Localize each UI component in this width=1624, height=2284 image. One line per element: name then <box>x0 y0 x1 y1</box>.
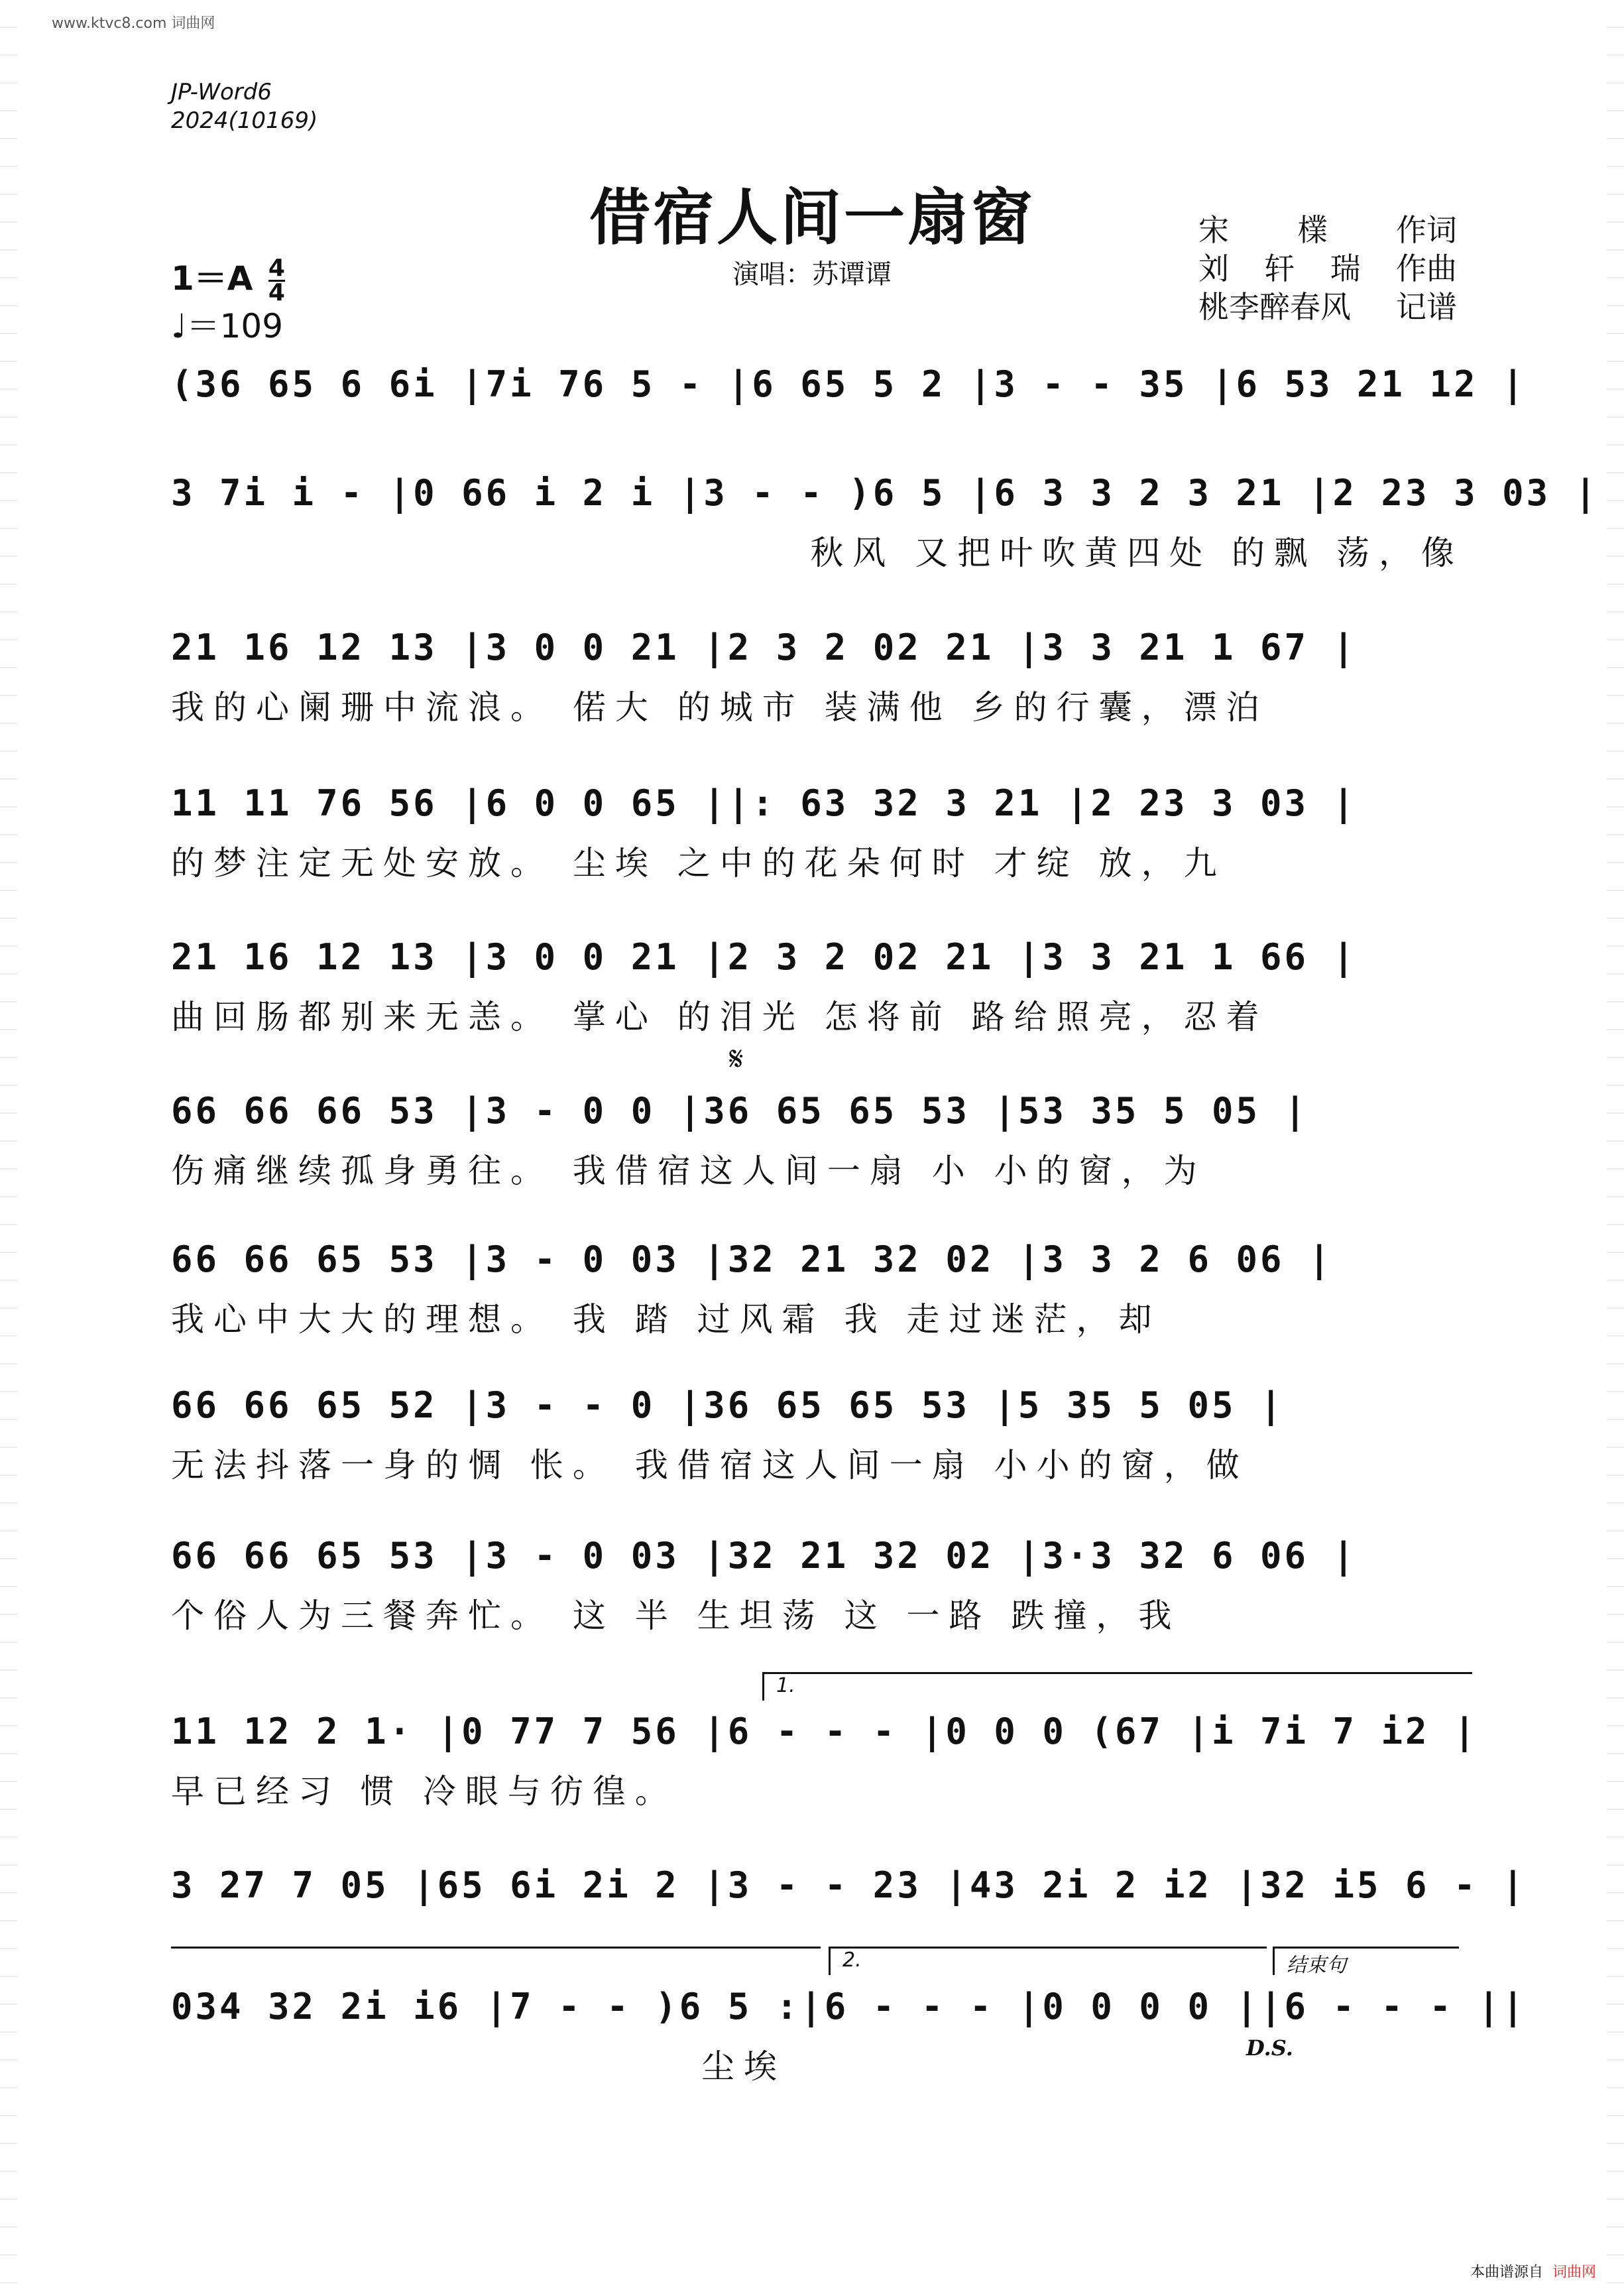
tempo-marking: ♩＝109 <box>171 307 284 345</box>
lyrics-line: 无法抖落一身的惆 怅。 我借宿这人间一扇 小小的窗，做 <box>171 1446 1249 1484</box>
time-signature: $\frac{4}{4}$ <box>268 255 285 306</box>
right-margin-strip <box>1607 0 1624 2284</box>
notation-line: 66 66 65 53 |3 - 0 03 |32 21 32 02 |3 3 2 6 06 | <box>171 1238 1333 1280</box>
notation-line: 66 66 65 53 |3 - 0 03 |32 21 32 02 |3·3 32 6 06 | <box>171 1535 1358 1577</box>
score-row-1 <box>171 363 1527 456</box>
lyrics-line: 我的心阑珊中流浪。 偌大 的城市 装满他 乡的行囊，漂泊 <box>171 688 1269 727</box>
score-row-6 <box>171 1090 1464 1196</box>
footer-source: 本曲谱源自 词曲网 <box>1470 2264 1597 2281</box>
lyrics-line: 尘埃 <box>701 2047 786 2086</box>
score-row-9 <box>171 1535 1464 1641</box>
score-row-3 <box>171 627 1464 733</box>
credits <box>1198 211 1457 326</box>
score-row-2 <box>171 472 1599 578</box>
software-version: 2024(10169) <box>171 107 318 134</box>
notation-line: 66 66 66 53 |3 - 0 0 |36 65 65 53 |53 35 5 05 | <box>171 1090 1309 1132</box>
singer: 演唱：苏谭谭 <box>732 259 892 290</box>
notation-line: (36 65 6 6i |7i 76 5 - |6 65 5 2 |3 - - 35 |6 53 21 12 | <box>171 363 1527 405</box>
lyrics-line: 秋风 又把叶吹黄四处 的飘 荡，像 <box>810 534 1464 572</box>
software-info <box>171 78 318 135</box>
volta-ending-phrase: 结束句 <box>1273 1947 1459 1975</box>
notation-line: 3 27 7 05 |65 6i 2i 2 |3 - - 23 |43 2i 2 i2 |32 i5 6 - | <box>171 1864 1527 1906</box>
notation-line: 3 7i i - |0 66 i 2 i |3 - - )6 5 |6 3 3 2 3 21 |2 23 3 03 | <box>171 472 1599 514</box>
left-margin-strip <box>0 0 17 2284</box>
transcriber-credit: 桃李醉春风 记谱 <box>1198 289 1457 325</box>
lyrics-line: 我心中大大的理想。 我 踏 过风霜 我 走过迷茫，却 <box>171 1300 1161 1339</box>
lyrics-line: 曲回肠都别来无恙。 掌心 的泪光 怎将前 路给照亮，忍着 <box>171 998 1269 1036</box>
notation-line: 034 32 2i i6 |7 - - )6 5 :|6 - - - |0 0 0 0 ||6 - - - || <box>171 1986 1527 2027</box>
composer-credit: 刘 轩 瑞 作曲 <box>1198 251 1457 286</box>
score-row-4 <box>171 782 1464 888</box>
lyrics-line: 伤痛继续孤身勇往。 我借宿这人间一扇 小 小的窗，为 <box>171 1152 1206 1190</box>
notation-line: 66 66 65 52 |3 - - 0 |36 65 65 53 |5 35 5 05 | <box>171 1384 1285 1426</box>
notation-line: 21 16 12 13 |3 0 0 21 |2 3 2 02 21 |3 3 21 1 66 | <box>171 936 1358 978</box>
score-row-11 <box>171 1864 1527 1944</box>
notation-line: 11 11 76 56 |6 0 0 65 ||: 63 32 3 21 |2 23 3 03 | <box>171 782 1358 824</box>
key-signature: 1＝A $\frac{4}{4}$ <box>171 255 285 306</box>
dal-segno-marking: D.S. <box>1246 2035 1293 2061</box>
song-title: 借宿人间一扇窗 <box>589 182 1035 253</box>
site-label: www.ktvc8.com 词曲网 <box>52 15 215 32</box>
lyrics-line: 的梦注定无处安放。 尘埃 之中的花朵何时 才绽 放，九 <box>171 844 1226 882</box>
score-row-5 <box>171 936 1464 1042</box>
notation-line: 21 16 12 13 |3 0 0 21 |2 3 2 02 21 |3 3 21 1 67 | <box>171 627 1358 668</box>
score-row-8 <box>171 1384 1464 1490</box>
volta-second-ending: 2. <box>829 1947 1267 1975</box>
score-row-10 <box>171 1711 1478 1817</box>
lyrics-line: 早已经习 惯 冷眼与彷徨。 <box>171 1772 677 1811</box>
volta-first-ending-continued <box>171 1947 821 1975</box>
software-name: JP-Word6 <box>171 79 272 105</box>
score-row-7 <box>171 1238 1464 1345</box>
lyrics-line: 个俗人为三餐奔忙。 这 半 生坦荡 这 一路 跌撞，我 <box>171 1596 1181 1635</box>
volta-first-ending: 1. <box>762 1672 1472 1701</box>
lyricist-credit: 宋 檏 作词 <box>1198 212 1457 248</box>
notation-line: 11 12 2 1· |0 77 7 56 |6 - - - |0 0 0 (67 |i 7i 7 i2 | <box>171 1711 1478 1752</box>
segno-sign: 𝄋 <box>729 1040 744 1078</box>
